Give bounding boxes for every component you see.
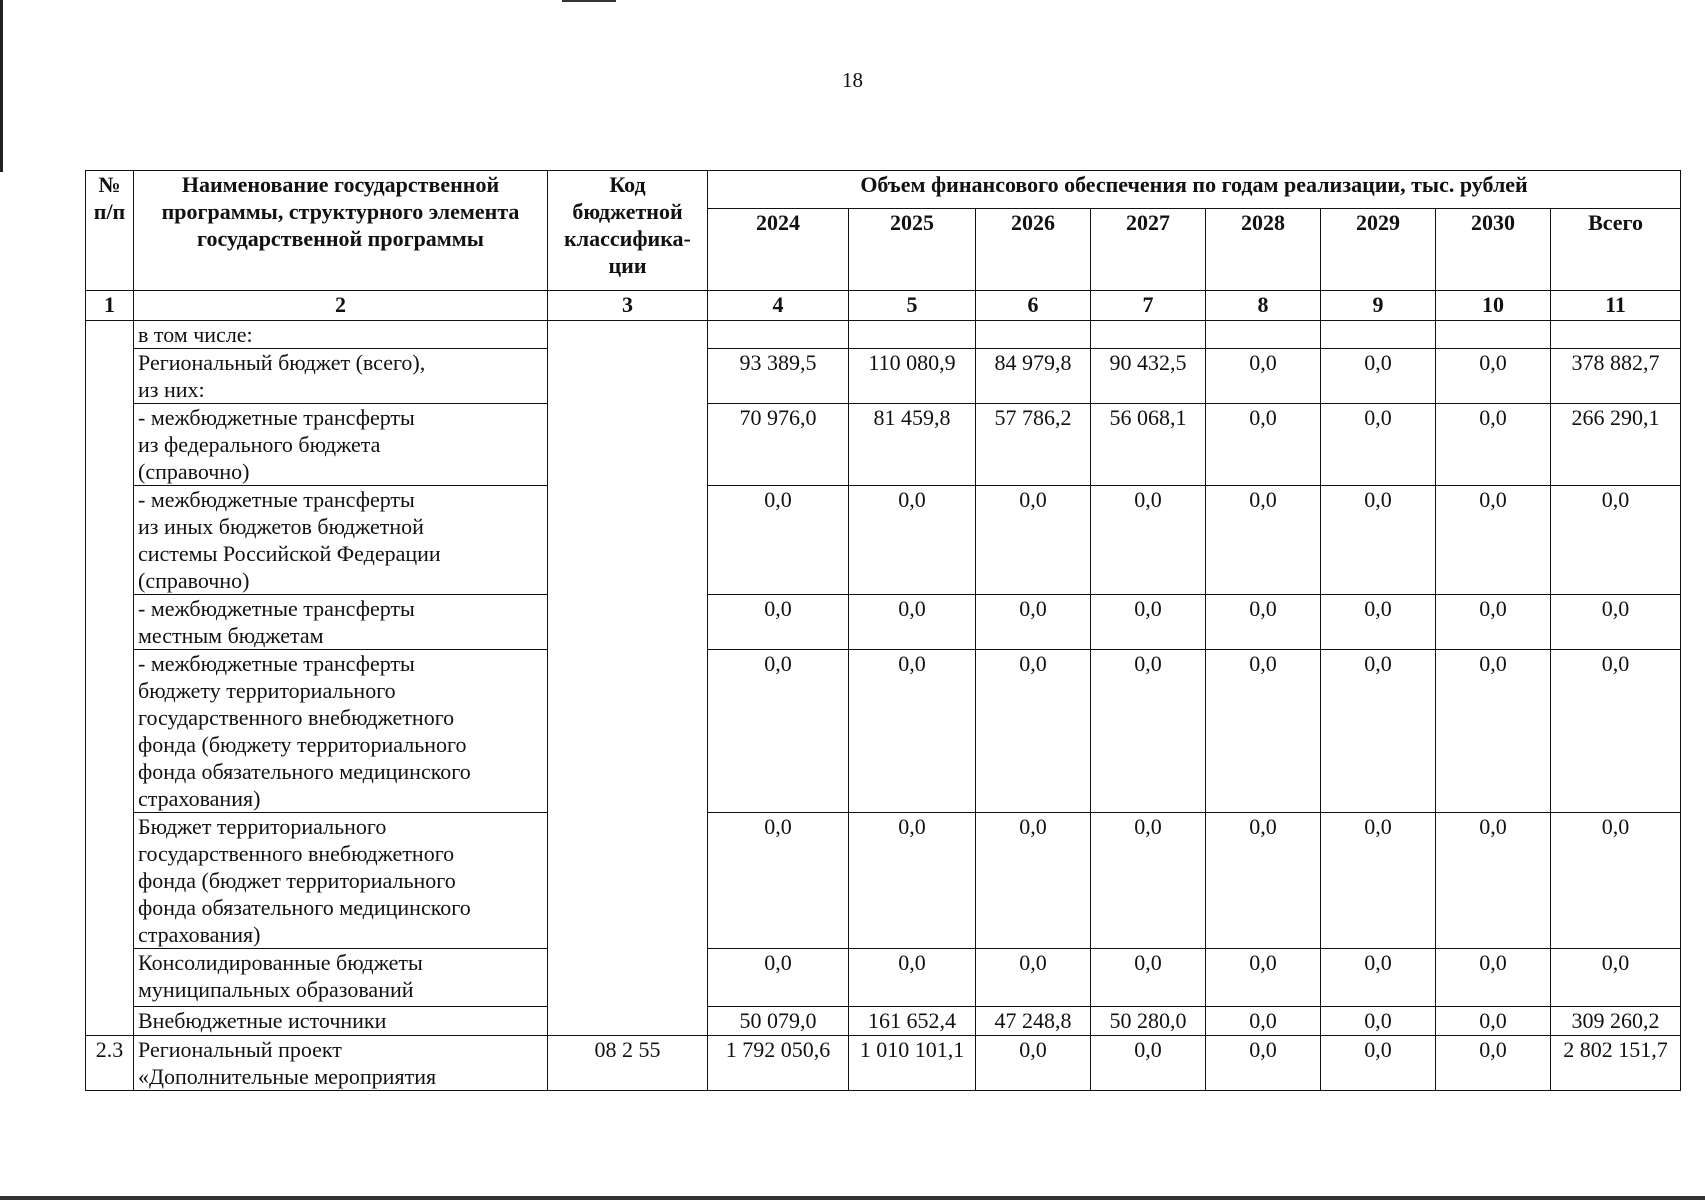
- row-name: [134, 404, 548, 486]
- financing-table: [85, 170, 1681, 1091]
- row-name: [134, 650, 548, 813]
- column-number: 8: [1206, 291, 1321, 321]
- value-cell: [1551, 321, 1681, 349]
- value-cell: 0,0: [1091, 1036, 1206, 1091]
- header-year: Всего: [1551, 209, 1681, 291]
- value-cell: 0,0: [1436, 650, 1551, 813]
- row-name-line: из них:: [138, 377, 205, 402]
- row-name-line: Региональный бюджет (всего),: [138, 350, 426, 375]
- value-cell: 0,0: [1206, 404, 1321, 486]
- header-name: Наименование государственной программы, структурного элемента государственной программы: [134, 171, 548, 291]
- row-name-line: - межбюджетные трансферты: [138, 651, 415, 676]
- value-cell: 0,0: [1206, 1007, 1321, 1036]
- value-cell: 0,0: [1321, 595, 1436, 650]
- value-cell: 161 652,4: [849, 1007, 976, 1036]
- value-cell: 56 068,1: [1091, 404, 1206, 486]
- row-name-line: Бюджет территориального: [138, 814, 387, 839]
- value-cell: 0,0: [1321, 349, 1436, 404]
- column-number: 5: [849, 291, 976, 321]
- column-number: 1: [86, 291, 134, 321]
- value-cell: 0,0: [1436, 1036, 1551, 1091]
- value-cell: 0,0: [849, 486, 976, 595]
- value-cell: 93 389,5: [708, 349, 849, 404]
- value-cell: 84 979,8: [976, 349, 1091, 404]
- table-row: [86, 949, 1681, 1007]
- value-cell: 81 459,8: [849, 404, 976, 486]
- value-cell: [1321, 321, 1436, 349]
- value-cell: 0,0: [1436, 349, 1551, 404]
- row-name-line: фонда (бюджет территориального: [138, 868, 456, 893]
- row-name-line: «Дополнительные мероприятия: [138, 1064, 437, 1089]
- page-number: 18: [842, 68, 863, 92]
- row-name-line: местным бюджетам: [138, 623, 324, 648]
- value-cell: 0,0: [849, 650, 976, 813]
- value-cell: 0,0: [1436, 949, 1551, 1007]
- value-cell: 0,0: [1436, 595, 1551, 650]
- value-cell: 0,0: [1321, 1036, 1436, 1091]
- value-cell: 0,0: [849, 595, 976, 650]
- table-row: [86, 321, 1681, 349]
- value-cell: 0,0: [1436, 1007, 1551, 1036]
- value-cell: [849, 321, 976, 349]
- column-number: 10: [1436, 291, 1551, 321]
- table-row: [86, 486, 1681, 595]
- scan-artifact-top: [562, 0, 616, 2]
- row-name-line: из федерального бюджета: [138, 432, 381, 457]
- value-cell: 47 248,8: [976, 1007, 1091, 1036]
- table-row: [86, 650, 1681, 813]
- header-year: 2029: [1321, 209, 1436, 291]
- value-cell: 0,0: [1091, 949, 1206, 1007]
- value-cell: 70 976,0: [708, 404, 849, 486]
- value-cell: 0,0: [1321, 949, 1436, 1007]
- row-code-cell: [548, 321, 708, 1036]
- table-row: [86, 813, 1681, 949]
- row-name: [134, 349, 548, 404]
- row-name-line: фонда обязательного медицинского: [138, 895, 471, 920]
- value-cell: 0,0: [1551, 486, 1681, 595]
- header-year: 2025: [849, 209, 976, 291]
- value-cell: 0,0: [1206, 949, 1321, 1007]
- value-cell: 90 432,5: [1091, 349, 1206, 404]
- row-name-line: Региональный проект: [138, 1037, 342, 1062]
- value-cell: 0,0: [1206, 486, 1321, 595]
- value-cell: 0,0: [976, 1036, 1091, 1091]
- value-cell: 0,0: [708, 949, 849, 1007]
- table-row: [86, 595, 1681, 650]
- header-code: Код бюджетной классифика- ции: [548, 171, 708, 291]
- value-cell: 0,0: [849, 949, 976, 1007]
- row-name-line: системы Российской Федерации: [138, 541, 441, 566]
- header-year: 2028: [1206, 209, 1321, 291]
- row-name: [134, 486, 548, 595]
- value-cell: 1 792 050,6: [708, 1036, 849, 1091]
- value-cell: 0,0: [976, 595, 1091, 650]
- value-cell: 2 802 151,7: [1551, 1036, 1681, 1091]
- row-name: [134, 1036, 548, 1091]
- value-cell: 0,0: [1206, 595, 1321, 650]
- row-name-line: страхования): [138, 786, 261, 811]
- row-name-line: в том числе:: [138, 322, 253, 347]
- scan-artifact-bottom: [0, 1196, 1705, 1200]
- value-cell: 0,0: [1321, 813, 1436, 949]
- column-number: 11: [1551, 291, 1681, 321]
- value-cell: 0,0: [976, 949, 1091, 1007]
- row-name-line: страхования): [138, 922, 261, 947]
- value-cell: 57 786,2: [976, 404, 1091, 486]
- row-name-line: Консолидированные бюджеты: [138, 950, 423, 975]
- column-number: 6: [976, 291, 1091, 321]
- value-cell: 0,0: [1551, 813, 1681, 949]
- value-cell: 110 080,9: [849, 349, 976, 404]
- row-name-line: - межбюджетные трансферты: [138, 596, 415, 621]
- value-cell: 0,0: [708, 595, 849, 650]
- value-cell: [1091, 321, 1206, 349]
- value-cell: [708, 321, 849, 349]
- value-cell: 1 010 101,1: [849, 1036, 976, 1091]
- header-no: № п/п: [86, 171, 134, 291]
- row-name: [134, 949, 548, 1007]
- header-year: 2027: [1091, 209, 1206, 291]
- value-cell: 0,0: [1551, 949, 1681, 1007]
- row-name-line: государственного внебюджетного: [138, 705, 455, 730]
- row-name-line: бюджету территориального: [138, 678, 396, 703]
- row-name-line: - межбюджетные трансферты: [138, 487, 415, 512]
- value-cell: 0,0: [849, 813, 976, 949]
- column-number: 7: [1091, 291, 1206, 321]
- row-name: [134, 321, 548, 349]
- value-cell: 378 882,7: [1551, 349, 1681, 404]
- value-cell: [1436, 321, 1551, 349]
- value-cell: 0,0: [1091, 595, 1206, 650]
- value-cell: 0,0: [708, 650, 849, 813]
- value-cell: 0,0: [1091, 486, 1206, 595]
- value-cell: 0,0: [976, 813, 1091, 949]
- value-cell: 0,0: [1551, 595, 1681, 650]
- value-cell: 0,0: [1091, 813, 1206, 949]
- value-cell: 0,0: [976, 486, 1091, 595]
- header-year: 2026: [976, 209, 1091, 291]
- value-cell: 50 280,0: [1091, 1007, 1206, 1036]
- value-cell: 0,0: [1206, 349, 1321, 404]
- value-cell: 0,0: [708, 486, 849, 595]
- table-row: [86, 1007, 1681, 1036]
- row-name-line: муниципальных образований: [138, 977, 414, 1002]
- value-cell: 0,0: [1321, 486, 1436, 595]
- value-cell: 0,0: [1091, 650, 1206, 813]
- row-name-line: - межбюджетные трансферты: [138, 405, 415, 430]
- value-cell: 0,0: [1206, 1036, 1321, 1091]
- row-name-line: (справочно): [138, 459, 250, 484]
- row-name: [134, 1007, 548, 1036]
- column-number: 3: [548, 291, 708, 321]
- header-year: 2024: [708, 209, 849, 291]
- value-cell: [1206, 321, 1321, 349]
- column-number: 2: [134, 291, 548, 321]
- row-name-line: (справочно): [138, 568, 250, 593]
- value-cell: 266 290,1: [1551, 404, 1681, 486]
- value-cell: 50 079,0: [708, 1007, 849, 1036]
- row-number-cell: [86, 321, 134, 1036]
- row-name-line: фонда обязательного медицинского: [138, 759, 471, 784]
- value-cell: 0,0: [1436, 486, 1551, 595]
- header-volume: Объем финансового обеспечения по годам реализации, тыс. рублей: [708, 171, 1681, 209]
- row-name-line: государственного внебюджетного: [138, 841, 455, 866]
- column-number: 9: [1321, 291, 1436, 321]
- value-cell: 0,0: [1206, 650, 1321, 813]
- budget-code: 08 2 55: [548, 1036, 708, 1091]
- value-cell: 0,0: [1206, 813, 1321, 949]
- value-cell: 0,0: [1436, 404, 1551, 486]
- header-year: 2030: [1436, 209, 1551, 291]
- value-cell: 0,0: [708, 813, 849, 949]
- table-row: [86, 404, 1681, 486]
- value-cell: 0,0: [1321, 1007, 1436, 1036]
- table-row-2-3: [86, 1036, 1681, 1091]
- row-number: 2.3: [86, 1036, 134, 1091]
- row-name-line: фонда (бюджету территориального: [138, 732, 467, 757]
- value-cell: 0,0: [1436, 813, 1551, 949]
- column-number: 4: [708, 291, 849, 321]
- table-row: [86, 349, 1681, 404]
- value-cell: 0,0: [976, 650, 1091, 813]
- value-cell: 0,0: [1551, 650, 1681, 813]
- value-cell: 0,0: [1321, 650, 1436, 813]
- row-name: [134, 595, 548, 650]
- value-cell: 309 260,2: [1551, 1007, 1681, 1036]
- row-name-line: Внебюджетные источники: [138, 1008, 387, 1033]
- row-name: [134, 813, 548, 949]
- row-name-line: из иных бюджетов бюджетной: [138, 514, 424, 539]
- value-cell: 0,0: [1321, 404, 1436, 486]
- value-cell: [976, 321, 1091, 349]
